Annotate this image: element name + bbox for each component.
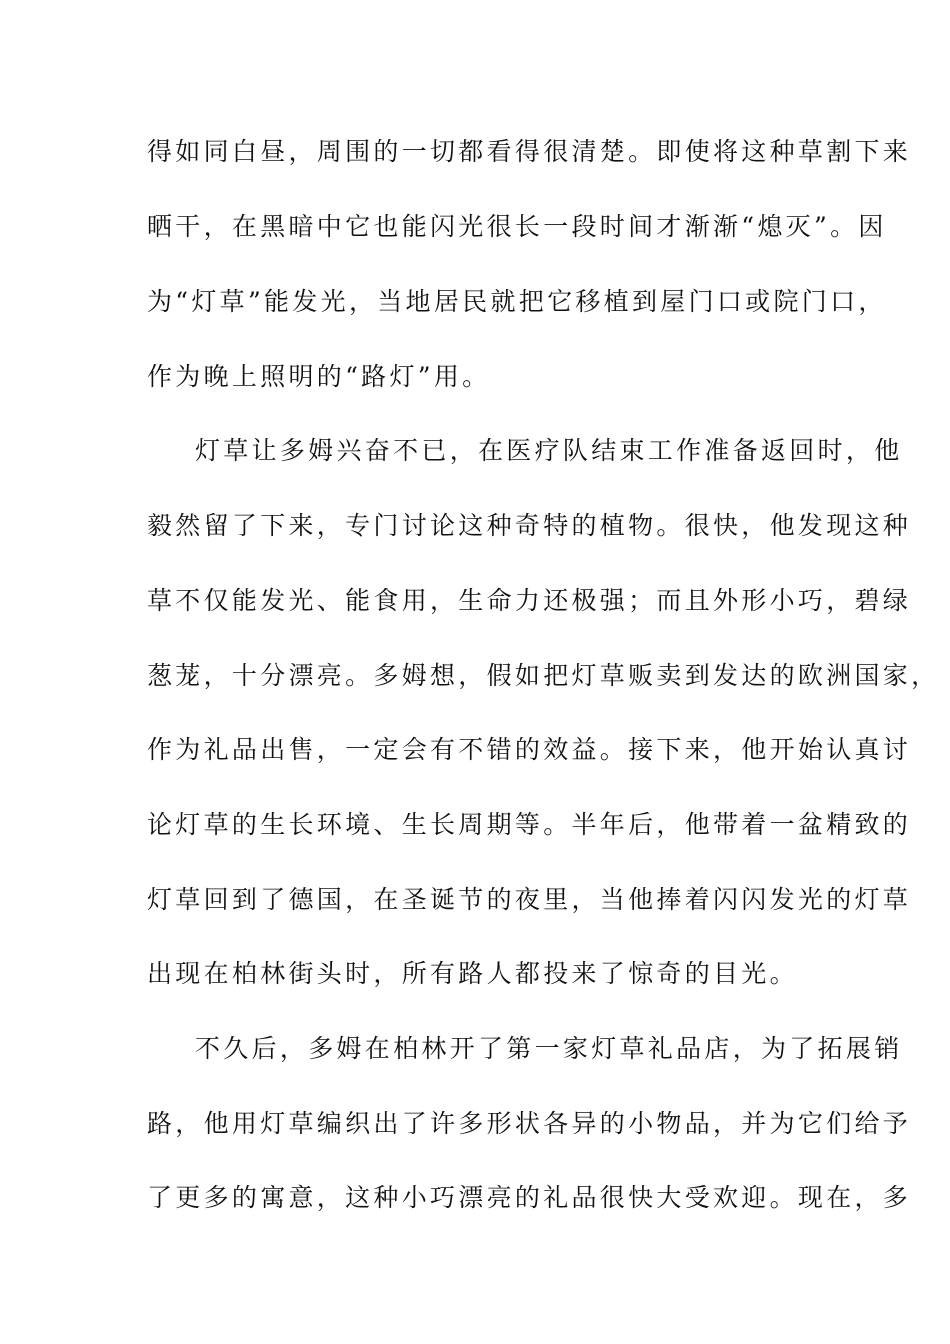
text-line-4: 作为晚上照明的“路灯”用。 [147,362,491,391]
text-line-1: 得如同白昼，周围的一切都看得很清楚。即使将这种草割下来 [147,137,912,166]
text-line-14: 路，他用灯草编织出了许多形状各异的小物品，并为它们给予 [147,1109,912,1138]
text-line-10: 论灯草的生长环境、生长周期等。半年后，他带着一盆精致的 [147,810,912,839]
text-line-7: 草不仅能发光、能食用，生命力还极强；而且外形小巧，碧绿 [147,586,912,615]
text-line-11: 灯草回到了德国，在圣诞节的夜里，当他捧着闪闪发光的灯草 [147,885,912,914]
paragraph-start-line-5: 灯草让多姆兴奋不已，在医疗队结束工作准备返回时，他 [195,436,903,465]
text-line-12: 出现在柏林街头时，所有路人都投来了惊奇的目光。 [147,959,798,988]
paragraph-start-line-13: 不久后，多姆在柏林开了第一家灯草礼品店，为了拓展销 [195,1034,903,1063]
text-line-3: 为“灯草”能发光，当地居民就把它移植到屋门口或院门口， [147,287,887,316]
text-line-9: 作为礼品出售，一定会有不错的效益。接下来，他开始认真讨 [147,735,912,764]
text-line-15: 了更多的寓意，这种小巧漂亮的礼品很快大受欢迎。现在，多 [147,1183,912,1212]
text-line-8: 葱茏，十分漂亮。多姆想，假如把灯草贩卖到发达的欧洲国家， [147,661,940,690]
text-line-2: 晒干，在黑暗中它也能闪光很长一段时间才渐渐“熄灭”。因 [147,212,887,241]
text-line-6: 毅然留了下来，专门讨论这种奇特的植物。很快，他发现这种 [147,511,912,540]
